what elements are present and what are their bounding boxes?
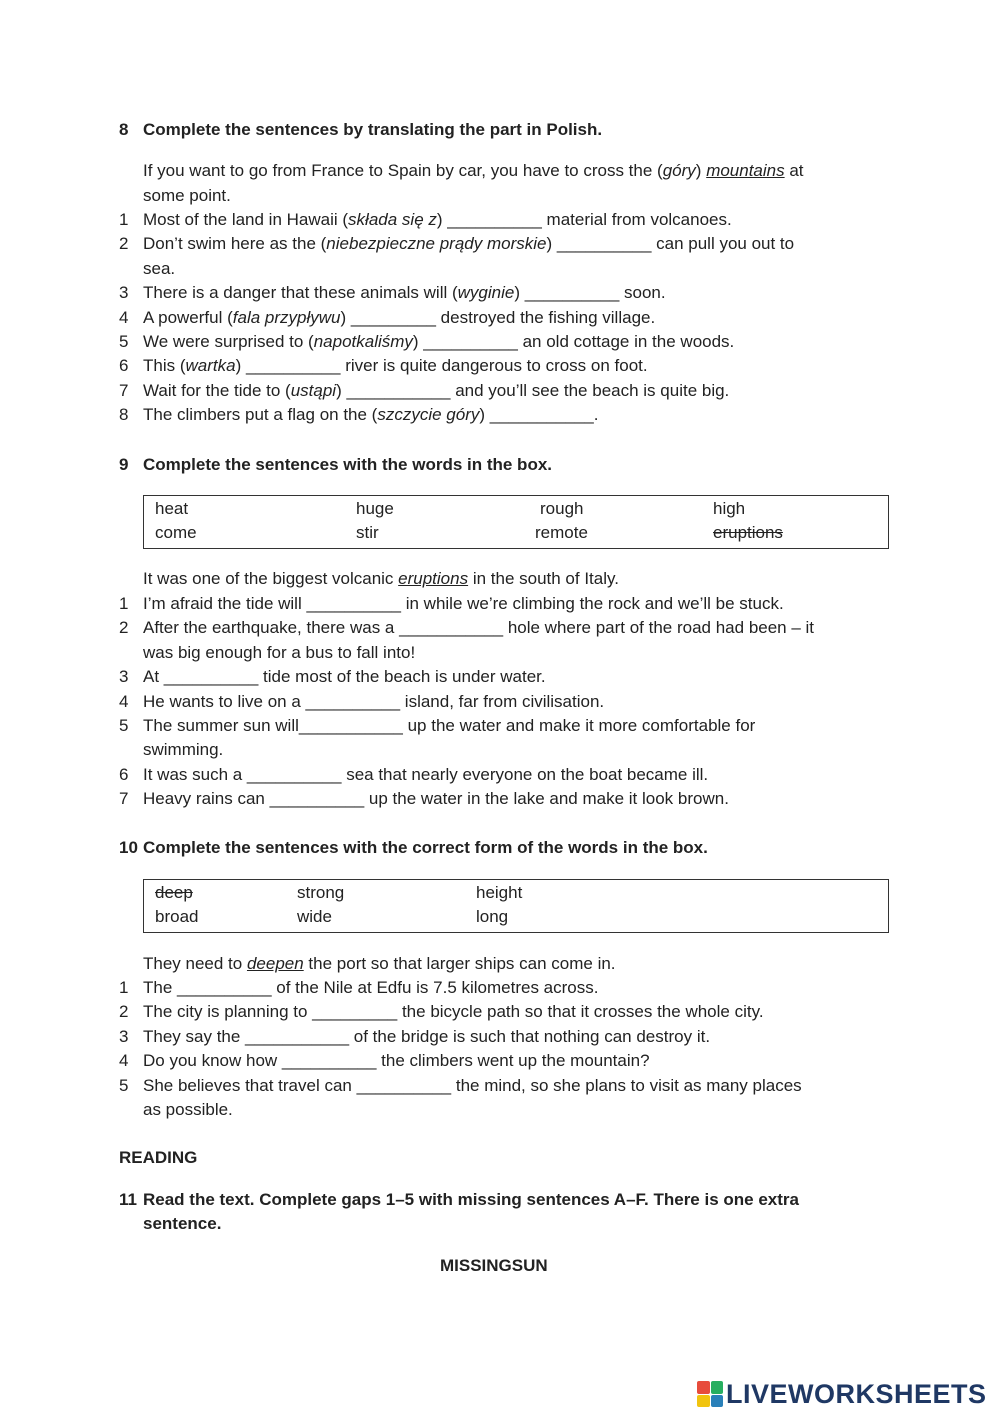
item-sentence[interactable] (143, 356, 648, 376)
item-number: 1 (119, 210, 129, 229)
text-segment: ) __________ material from volcanoes. (436, 210, 732, 229)
box-word: come (155, 523, 197, 542)
example-sentence (143, 161, 804, 181)
polish-phrase: wartka (185, 356, 236, 376)
text-segment: Wait for the tide to ( (143, 380, 291, 400)
text-segment: ) __________ river is quite dangerous to cross on foot. (235, 356, 648, 376)
polish-phrase: szczycie góry (377, 405, 480, 425)
polish-phrase: napotkaliśmy (313, 332, 413, 351)
exercise-number: 9 (119, 455, 129, 474)
polish-phrase: fala przypływu (232, 307, 341, 327)
text-segment: There is a danger that these animals will ( (143, 283, 458, 303)
item-sentence-cont: swimming. (143, 740, 224, 760)
exercise-title: Complete the sentences with the correct form of the words in the box. (143, 838, 708, 857)
item-number: 4 (119, 1051, 129, 1071)
item-number: 3 (119, 1026, 129, 1046)
item-sentence[interactable]: The city is planning to _________ the bicycle path so that it crosses the whole city. (143, 1002, 764, 1022)
exercise-title-cont: sentence. (143, 1214, 222, 1233)
logo-text: LIVEWORKSHEETS (726, 1378, 987, 1409)
item-number: 5 (119, 332, 129, 351)
item-sentence[interactable] (143, 283, 666, 303)
polish-phrase: góry (662, 161, 696, 180)
box-word: wide (297, 907, 332, 926)
item-sentence[interactable]: The summer sun will___________ up the water and make it more comfortable for (143, 716, 756, 735)
text-segment: ) __________ can pull you out to (546, 234, 795, 254)
exercise-10-heading (119, 838, 708, 858)
example-sentence (143, 569, 619, 589)
item-number: 8 (119, 405, 129, 425)
box-word: stir (356, 523, 379, 542)
text-segment: ) ___________. (479, 405, 599, 425)
exercise-8-heading (119, 120, 602, 140)
item-number: 3 (119, 667, 129, 687)
box-word: remote (535, 523, 588, 542)
exercise-number: 8 (119, 120, 129, 139)
item-sentence[interactable] (143, 308, 655, 328)
item-number: 2 (119, 618, 129, 638)
item-number: 5 (119, 716, 129, 735)
text-segment: They need to (143, 954, 247, 973)
text-segment: ) __________ an old cottage in the woods. (412, 332, 735, 351)
text-segment: ) ___________ and you’ll see the beach is quite big. (336, 380, 730, 400)
item-sentence-cont: sea. (143, 258, 176, 278)
box-word: high (713, 499, 746, 518)
example-sentence (143, 954, 616, 974)
box-word: huge (356, 499, 394, 518)
item-number: 7 (119, 380, 129, 400)
item-number: 5 (119, 1075, 129, 1095)
polish-phrase: ustąpi (290, 380, 337, 400)
text-segment: If you want to go from France to Spain by car, you have to cross the ( (143, 161, 663, 180)
item-number: 6 (119, 764, 129, 784)
item-sentence-cont: as possible. (143, 1100, 233, 1119)
item-number: 6 (119, 356, 129, 376)
polish-phrase: wyginie (457, 283, 515, 303)
exercise-title: Complete the sentences with the words in the box. (143, 455, 553, 474)
example-sentence-cont: some point. (143, 186, 231, 205)
text-segment: Don’t swim here as the ( (143, 234, 327, 254)
box-word: long (476, 907, 509, 926)
box-word-used: eruptions (713, 523, 783, 542)
text-segment: in the south of Italy. (468, 569, 619, 588)
example-answer: mountains (706, 161, 785, 180)
example-answer: eruptions (398, 569, 469, 588)
item-sentence[interactable]: It was such a __________ sea that nearly everyone on the boat became ill. (143, 764, 709, 784)
item-sentence[interactable]: Do you know how __________ the climbers went up the mountain? (143, 1051, 650, 1071)
box-word-used: deep (155, 883, 193, 902)
item-sentence[interactable] (143, 234, 794, 254)
item-sentence[interactable]: I’m afraid the tide will __________ in while we’re climbing the rock and we’ll be stuck. (143, 594, 784, 613)
item-sentence[interactable] (143, 332, 734, 352)
item-sentence[interactable]: The __________ of the Nile at Edfu is 7.5 kilometres across. (143, 978, 599, 997)
box-word: height (476, 883, 523, 902)
text-segment: ) _________ destroyed the fishing village. (340, 307, 656, 327)
box-word: rough (540, 499, 584, 518)
box-word: strong (297, 883, 345, 902)
exercise-title: Read the text. Complete gaps 1–5 with missing sentences A–F. There is one extra (143, 1190, 799, 1209)
exercise-9-heading (119, 455, 552, 475)
item-sentence[interactable]: They say the ___________ of the bridge is such that nothing can destroy it. (143, 1026, 711, 1046)
exercise-11-heading (119, 1190, 799, 1210)
item-number: 3 (119, 283, 129, 303)
item-number: 2 (119, 1002, 129, 1022)
item-sentence[interactable]: Heavy rains can __________ up the water in the lake and make it look brown. (143, 789, 729, 809)
box-word: heat (155, 499, 189, 518)
polish-phrase: niebezpieczne prądy morskie (326, 234, 547, 254)
item-sentence[interactable]: She believes that travel can __________ the mind, so she plans to visit as many places (143, 1075, 802, 1095)
item-sentence[interactable] (143, 381, 729, 401)
logo-icon (697, 1381, 723, 1407)
item-sentence[interactable]: At __________ tide most of the beach is under water. (143, 667, 546, 687)
item-number: 1 (119, 594, 129, 613)
item-number: 7 (119, 789, 129, 809)
word-box (143, 495, 889, 549)
text-segment: Most of the land in Hawaii ( (143, 210, 349, 229)
text-segment: at (784, 161, 804, 180)
exercise-title: Complete the sentences by translating the part in Polish. (143, 120, 603, 139)
item-sentence[interactable]: After the earthquake, there was a ___________ hole where part of the road had been – it (143, 618, 815, 638)
box-word: broad (155, 907, 199, 926)
item-number: 1 (119, 978, 129, 997)
item-number: 4 (119, 307, 129, 327)
item-sentence[interactable] (143, 210, 732, 230)
text-segment: This ( (143, 356, 186, 376)
text-segment: ) __________ soon. (514, 283, 666, 303)
text-segment: ) (695, 161, 707, 180)
text-segment: A powerful ( (143, 307, 233, 327)
item-sentence[interactable] (143, 405, 598, 425)
text-segment: It was one of the biggest volcanic (143, 569, 399, 588)
text-segment: The climbers put a flag on the ( (143, 405, 378, 425)
liveworksheets-logo[interactable] (697, 1377, 987, 1411)
text-segment: the port so that larger ships can come in. (303, 954, 616, 973)
item-number: 2 (119, 234, 129, 254)
reading-text-title: MISSINGSUN (440, 1256, 548, 1275)
section-heading-reading: READING (119, 1148, 198, 1167)
logo-square (711, 1381, 724, 1394)
polish-phrase: składa się z (348, 210, 437, 229)
logo-square (697, 1395, 710, 1408)
item-number: 4 (119, 691, 129, 711)
exercise-number: 10 (119, 838, 138, 857)
exercise-number: 11 (119, 1190, 137, 1209)
item-sentence-cont: was big enough for a bus to fall into! (143, 642, 416, 662)
word-box (143, 879, 889, 933)
logo-square (697, 1381, 710, 1394)
example-answer: deepen (246, 954, 304, 973)
logo-square (711, 1395, 724, 1408)
item-sentence[interactable]: He wants to live on a __________ island, far from civilisation. (143, 691, 605, 711)
text-segment: We were surprised to ( (143, 332, 314, 351)
